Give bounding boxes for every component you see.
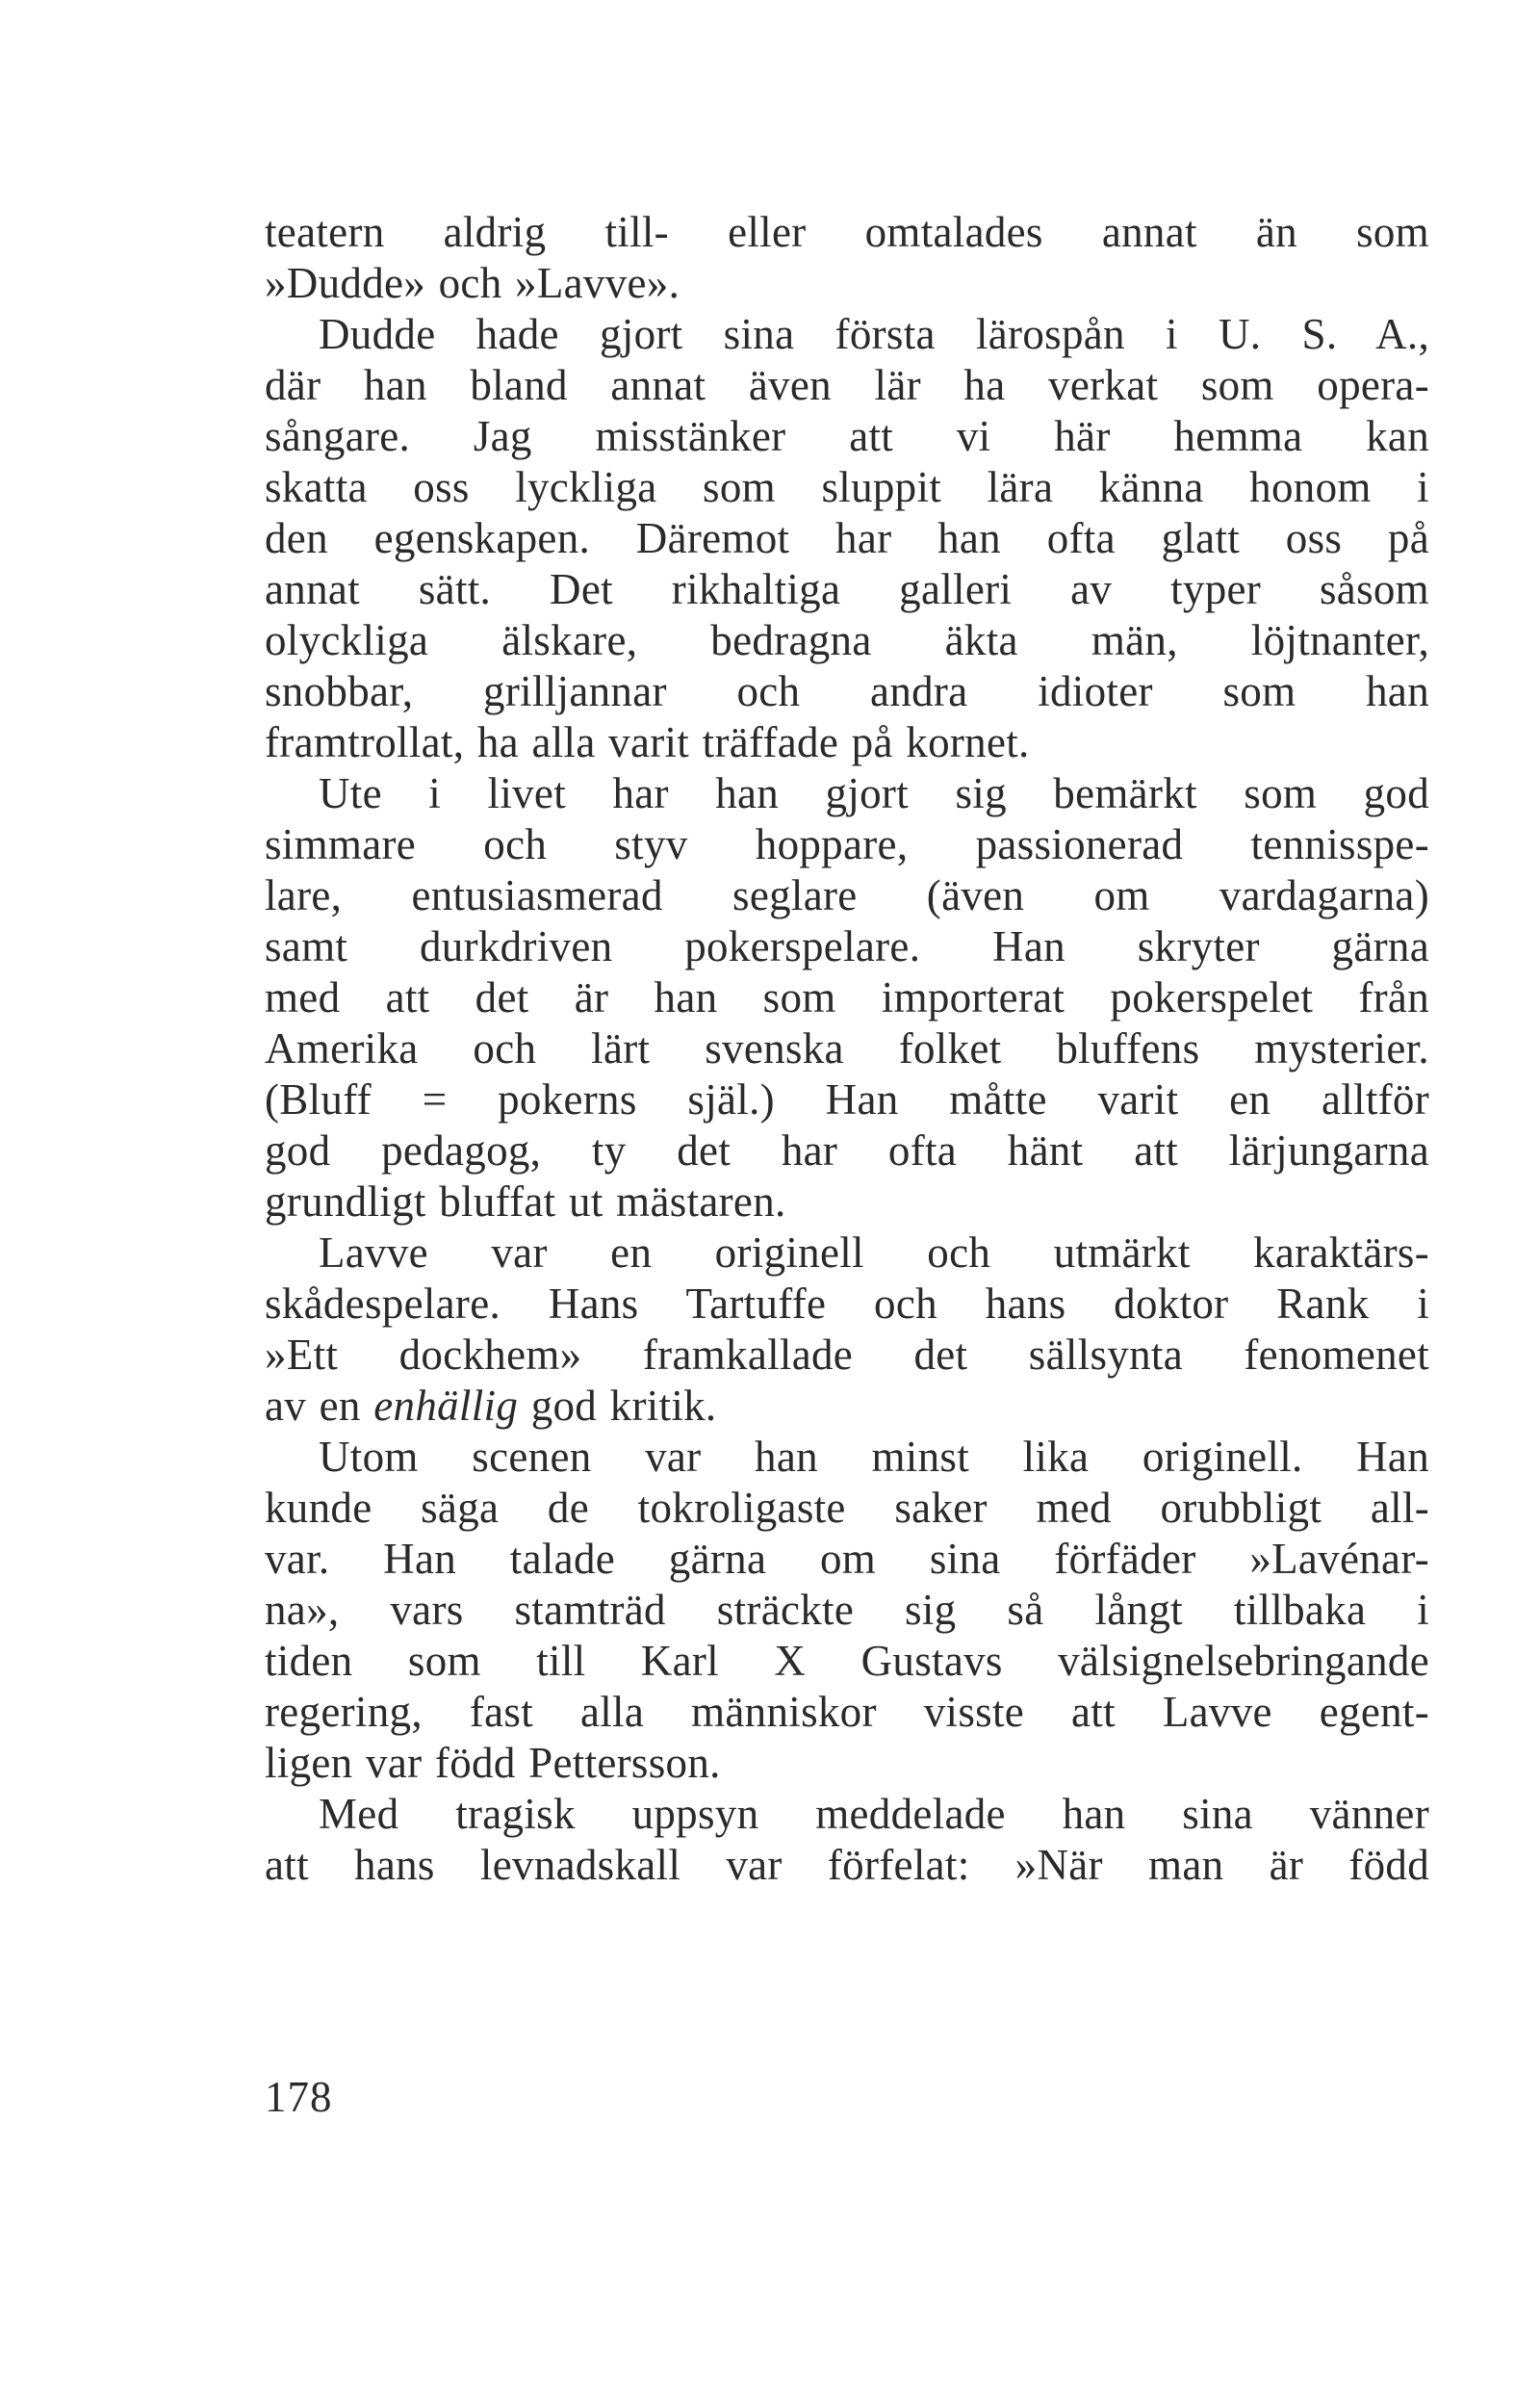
text-line: Dudde hade gjort sina första lärospån i U. S. A., [319,310,1429,358]
text-line: Med tragisk uppsyn meddelade han sina vänner [319,1790,1429,1838]
text-line: simmare och styv hoppare, passionerad tennisspe- [265,820,1429,868]
text-line: (Bluff = pokerns själ.) Han måtte varit en alltför [265,1075,1429,1124]
text-line: ligen var född Pettersson. [265,1739,721,1787]
text-line: Utom scenen var han minst lika originell. Han [319,1433,1429,1481]
text-fragment: god kritik. [518,1382,717,1430]
text-line: kunde säga de tokroligaste saker med orubbligt all- [265,1484,1429,1532]
text-line: regering, fast alla människor visste att Lavve egent- [265,1688,1429,1736]
text-line: Ute i livet har han gjort sig bemärkt som god [319,769,1429,817]
text-line: med att det är han som importerat pokerspelet från [265,973,1429,1021]
text-line: lare, entusiasmerad seglare (även om vardagarna) [265,871,1429,919]
text-line: teatern aldrig till- eller omtalades annat än som [265,208,1429,256]
text-line: samt durkdriven pokerspelare. Han skryter gärna [265,922,1429,970]
text-line: skådespelare. Hans Tartuffe och hans doktor Rank i [265,1280,1429,1328]
text-line: Amerika och lärt svenska folket bluffens mysterier. [265,1024,1429,1073]
text-line: »Dudde» och »Lavve». [265,259,680,307]
text-line: »Ett dockhem» framkallade det sällsynta fenomenet [265,1331,1429,1379]
text-line: god pedagog, ty det har ofta hänt att lärjungarna [265,1126,1429,1175]
text-fragment: av en [265,1382,374,1430]
text-line: annat sätt. Det rikhaltiga galleri av typer såsom [265,565,1429,613]
text-line: där han bland annat även lär ha verkat som opera- [265,361,1429,409]
text-line: Lavve var en originell och utmärkt karaktärs- [319,1228,1429,1277]
text-line: grundligt bluffat ut mästaren. [265,1177,786,1226]
text-line: var. Han talade gärna om sina förfäder »Lavénar- [265,1535,1429,1583]
text-line: snobbar, grilljannar och andra idioter som han [265,667,1429,715]
text-line: skatta oss lyckliga som sluppit lära känna honom i [265,463,1429,511]
text-line: sångare. Jag misstänker att vi här hemma kan [265,412,1429,460]
text-line: den egenskapen. Däremot har han ofta glatt oss på [265,514,1429,562]
text-line-with-emphasis [265,1381,1429,1432]
text-line: tiden som till Karl X Gustavs välsignelsebringande [265,1637,1429,1685]
text-line: olyckliga älskare, bedragna äkta män, löjtnanter, [265,616,1429,664]
italic-word: enhällig [373,1382,519,1430]
body-text [265,207,1429,1891]
page-number: 178 [265,2073,333,2121]
text-line: framtrollat, ha alla varit träffade på kornet. [265,718,1030,766]
text-line: att hans levnadskall var förfelat: »När man är född [265,1841,1429,1889]
text-line: na», vars stamträd sträckte sig så långt tillbaka i [265,1586,1429,1634]
